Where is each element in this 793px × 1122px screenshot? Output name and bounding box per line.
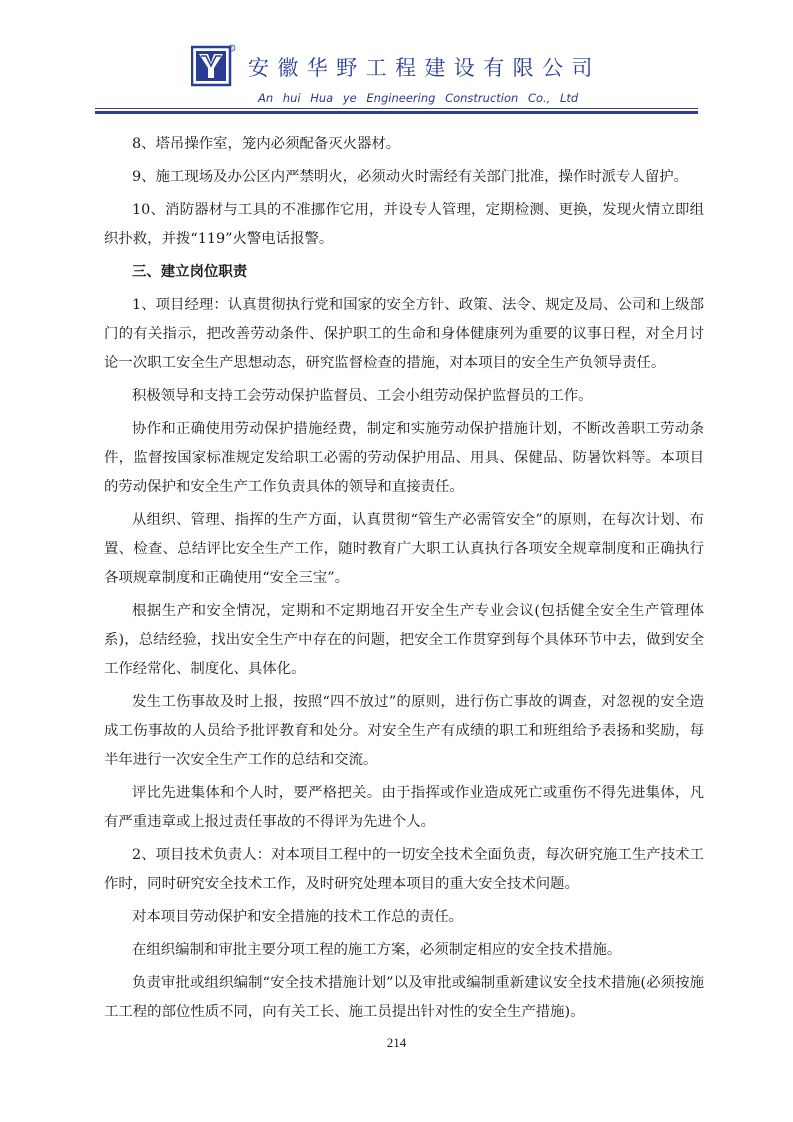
paragraph: 10、消防器材与工具的不准挪作它用，并设专人管理，定期检测、更换，发现火情立即组织扑救，并拨“119”火警电话报警。 [104,202,704,247]
paragraph: 9、施工现场及办公区内严禁明火，必须动火时需经有关部门批准，操作时派专人留护。 [132,169,689,185]
paragraph: 2、项目技术负责人：对本项目工程中的一切安全技术全面负责，每次研究施工生产技术工作时，同时研究安全技术工作，及时研究处理本项目的重大安全技术问题。 [104,847,704,892]
section-heading: 三、建立岗位职责 [132,264,248,280]
paragraph: 对本项目劳动保护和安全措施的技术工作总的责任。 [132,909,463,925]
page-number: 214 [386,1035,407,1050]
paragraph: 从组织、管理、指挥的生产方面，认真贯彻“管生产必需管安全”的原则，在每次计划、布置、检查、总结评比安全生产工作，随时教育广大职工认真执行各项安全规章制度和正确执行各项规章制度和正确使用“安全三宝”。 [104,512,704,586]
svg-text:R: R [230,45,234,51]
paragraph: 1、项目经理：认真贯彻执行党和国家的安全方针、政策、法令、规定及局、公司和上级部门的有关指示，把改善劳动条件、保护职工的生命和身体健康列为重要的议事日程，对全月讨论一次职工安全生产思想动态，研究监督检查的措施，对本项目的安全生产负领导责任。 [104,297,704,371]
company-logo-icon [191,44,236,89]
paragraph: 8、塔吊操作室，笼内必须配备灭火器材。 [132,136,401,152]
paragraph: 负责审批或组织编制“安全技术措施计划”以及审批或编制重新建议安全技术措施(必须按施工工程的部位性质不同，向有关工长、施工员提出针对性的安全生产措施)。 [104,975,704,1020]
paragraph: 协作和正确使用劳动保护措施经费，制定和实施劳动保护措施计划，不断改善职工劳动条件，监督按国家标准规定发给职工必需的劳动保护用品、用具、保健品、防暑饮料等。本项目的劳动保护和安全生产工作负责具体的领导和直接责任。 [104,421,704,495]
company-name-english: An hui Hua ye Engineering Construction Co., Ltd [258,91,579,105]
header-rule-thick [95,111,698,114]
header-rule-thin [95,108,698,109]
paragraph: 积极领导和支持工会劳动保护监督员、工会小组劳动保护监督员的工作。 [132,388,593,404]
paragraph: 评比先进集体和个人时，要严格把关。由于指挥或作业造成死亡或重伤不得先进集体，凡有严重违章或上报过责任事故的不得评为先进个人。 [104,785,704,830]
company-name-chinese: 安徽华野工程建设有限公司 [248,56,601,80]
paragraph: 发生工伤事故及时上报，按照“四不放过”的原则，进行伤亡事故的调查，对忽视的安全造成工伤事故的人员给予批评教育和处分。对安全生产有成绩的职工和班组给予表扬和奖励，每半年进行一次安全生产工作的总结和交流。 [104,694,704,768]
paragraph: 根据生产和安全情况，定期和不定期地召开安全生产专业会议(包括健全安全生产管理体系)，总结经验，找出安全生产中存在的问题，把安全工作贯穿到每个具体环节中去，做到安全工作经常化、制度化、具体化。 [104,603,704,677]
document-body [104,130,704,1031]
paragraph: 在组织编制和审批主要分项工程的施工方案，必须制定相应的安全技术措施。 [132,942,622,958]
page-header [0,0,793,115]
